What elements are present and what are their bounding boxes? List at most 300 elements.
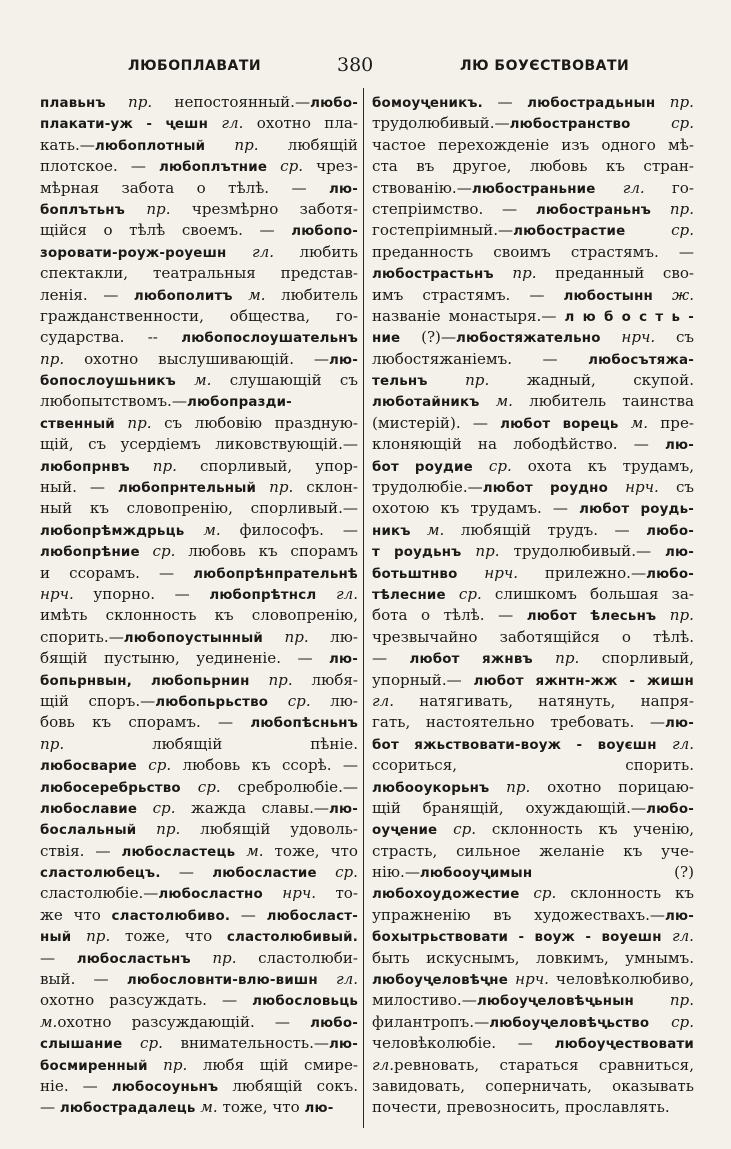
grammar-label: гл. [372, 1055, 395, 1074]
text-line [40, 498, 358, 519]
definition-text: склон- [306, 478, 358, 497]
headword: любопрѣнпрательнѣ [193, 566, 358, 582]
grammar-label: ср. [437, 820, 492, 839]
definition-text: (мистерій). — [372, 413, 501, 432]
definition-text: щій споръ.— [40, 691, 156, 710]
definition-text: охотно выслушивающій. — [84, 349, 330, 368]
definition-text: тоже, что [124, 927, 227, 946]
headword: бопьрнвын, любопьрнин [40, 673, 250, 689]
definition-text: ствія. — [40, 841, 122, 860]
headword: лю- [665, 438, 694, 454]
headword: любословьць [252, 994, 358, 1010]
grammar-label: м. [232, 285, 282, 304]
text-line [372, 1076, 694, 1097]
text-line [372, 755, 694, 776]
headword: любополитъ [133, 288, 233, 304]
definition-text: гостепріимный.— [372, 221, 514, 240]
headword: любопрѣмждрьць [40, 523, 185, 539]
grammar-label: м. [479, 392, 530, 411]
text-line [40, 712, 358, 733]
headword: любославие [40, 801, 138, 817]
grammar-label: ср. [519, 884, 571, 903]
text-line [40, 156, 358, 177]
grammar-label: ср. [137, 798, 192, 817]
grammar-label: нрч. [600, 328, 676, 347]
headword: любострадалець [59, 1101, 196, 1117]
grammar-label: пр. [656, 606, 694, 625]
grammar-label: пр. [634, 991, 694, 1010]
headword: любо- [310, 1015, 358, 1031]
definition-text: сластолюбіе.— [40, 884, 159, 903]
text-line [372, 905, 694, 926]
definition-text: упражненію въ художествахъ.— [372, 905, 666, 924]
definition-text: трудолюбіе.— [372, 478, 483, 497]
definition-text: трудолюбивый.— [513, 542, 665, 561]
headword: любопрнвъ [40, 459, 130, 475]
definition-text: — [372, 649, 410, 668]
definition-text: мѣрная забота о тѣлѣ. — [40, 178, 330, 197]
headword: лю- [665, 716, 694, 732]
grammar-label: м. [195, 1098, 223, 1117]
text-line [372, 948, 694, 969]
definition-text: любопытствомъ.— [40, 392, 187, 411]
definition-text: охотно порицаю- [547, 777, 694, 796]
text-line [372, 413, 694, 434]
grammar-label: ср. [316, 863, 358, 882]
text-line [40, 1076, 358, 1097]
grammar-label: пр. [125, 199, 192, 218]
headword: любоплътние [158, 160, 268, 176]
headword: любосътяжа- [588, 352, 694, 368]
text-line [40, 220, 358, 241]
headword: любословнти-влю-вишн [126, 973, 318, 989]
grammar-label: пр. [114, 413, 165, 432]
text-line [40, 670, 358, 691]
text-line [372, 605, 694, 626]
right-running-headword: ЛЮ БОУЄСТВОВАТИ [460, 58, 630, 74]
headword: лю- [329, 652, 358, 668]
text-line [40, 327, 358, 348]
text-line [40, 819, 358, 840]
grammar-label: ср. [625, 221, 694, 240]
definition-text: имъ страстямъ. — [372, 285, 564, 304]
text-line [40, 242, 358, 263]
definition-text: степріимство. — [372, 199, 536, 218]
definition-text: любящій сокъ. [218, 1076, 358, 1095]
text-line [40, 135, 358, 156]
text-line [40, 605, 358, 626]
text-line [40, 691, 358, 712]
grammar-label: пр. [655, 93, 694, 111]
definition-text: любя- [311, 670, 358, 689]
text-line [40, 113, 358, 134]
definition-text: сударства. -- [40, 328, 182, 347]
definition-text: любовь къ ссорѣ. — [182, 756, 358, 775]
headword: любот роудь- [579, 502, 694, 518]
definition-text: съ [675, 478, 694, 497]
grammar-label: м. [235, 841, 275, 860]
definition-text: ный. — [40, 478, 118, 497]
headword: любопразди- [186, 395, 292, 411]
headword: любоуҷеловѣҷьство [489, 1015, 650, 1031]
headword: любосварие [40, 759, 137, 775]
definition-text: имѣть склонность къ словопренію, [40, 606, 358, 625]
grammar-label: пр. [651, 199, 694, 218]
definition-text: преданность своимъ страстямъ. — [372, 242, 694, 261]
text-line [40, 1097, 358, 1118]
headword: любот яжнвъ [409, 652, 533, 668]
grammar-label: пр. [262, 627, 331, 646]
headword: любоплотный [94, 138, 206, 154]
definition-text: ніе. — [40, 1076, 112, 1095]
text-line [372, 862, 694, 883]
grammar-label: пр. [129, 456, 200, 475]
headword: любопрѣтнсл [209, 587, 317, 603]
definition-text: ревновать, стараться сравниться, [394, 1055, 694, 1074]
headword: любосластно [158, 887, 263, 903]
headword: лю- [329, 801, 358, 817]
definition-text: щій бранящій, охуждающій.— [372, 798, 647, 817]
text-line [372, 990, 694, 1011]
text-line [372, 541, 694, 562]
headword: бослальный [40, 823, 137, 839]
definition-text: охотно разсуждать. — [40, 991, 253, 1010]
text-line [372, 520, 694, 541]
headword: лю- [329, 1037, 358, 1053]
definition-text: любящій [287, 135, 358, 154]
text-line [372, 285, 694, 306]
definition-text: внимательность.— [180, 1034, 330, 1053]
grammar-label: пр. [493, 264, 556, 283]
text-line [372, 477, 694, 498]
definition-text: нію.— [372, 863, 420, 882]
definition-text: — [40, 1098, 60, 1117]
headword: бопослоушьникъ [40, 374, 176, 390]
text-line [372, 242, 694, 263]
definition-text: клоняющій на лободѣйство. — [372, 435, 666, 454]
grammar-label: гл. [317, 970, 358, 989]
headword: любо- [310, 96, 358, 111]
definition-text: (?)— [400, 328, 457, 347]
definition-text: бота о тѣлѣ. — [372, 606, 527, 625]
headword: сластолюбецъ. [40, 866, 161, 882]
text-line [40, 456, 358, 477]
text-line [372, 691, 694, 712]
headword: любострадьнын [527, 96, 656, 111]
definition-text: упорный.— [372, 670, 474, 689]
text-line [372, 648, 694, 669]
definition-text: завидовать, соперничать, оказывать [372, 1076, 694, 1095]
headword: любооукорьнъ [372, 780, 490, 796]
definition-text: любостяжаніемъ. — [372, 349, 589, 368]
headword: любостяжательно [456, 331, 601, 347]
headword: оуҷение [372, 823, 438, 839]
headword: ботьштнво [372, 566, 458, 582]
text-line [40, 627, 358, 648]
definition-text: любовь къ спорамъ [188, 542, 358, 561]
definition-text: охотно пла- [256, 114, 358, 133]
headword: любопѣсньнъ [250, 716, 358, 732]
grammar-label: ср. [267, 157, 317, 176]
text-line [372, 798, 694, 819]
text-line [40, 1012, 358, 1033]
definition-text: лю- [330, 627, 358, 646]
text-line [372, 1097, 694, 1118]
text-line [40, 926, 358, 947]
text-line [40, 391, 358, 412]
grammar-label: гл. [372, 691, 420, 710]
definition-text: тоже, что [222, 1098, 305, 1117]
grammar-label: пр. [427, 371, 527, 390]
grammar-label: нрч. [608, 478, 676, 497]
headword: любостраньнъ [535, 202, 652, 218]
headword: любосластець [121, 844, 236, 860]
grammar-label: ср. [472, 456, 528, 475]
headword: любопо- [291, 224, 358, 240]
definition-text: — [230, 905, 267, 924]
headword: тѣлесние [372, 587, 446, 603]
headword: любосеребрьство [40, 780, 181, 796]
text-line [372, 926, 694, 947]
definition-text: прилежно.— [544, 563, 647, 582]
definition-text: жадный, скупой. [526, 371, 694, 390]
right-column [372, 92, 694, 1119]
definition-text: щійся о тѣлѣ своемъ. — [40, 221, 292, 240]
text-line [372, 819, 694, 840]
text-line [40, 434, 358, 455]
definition-text: любящій пѣніе. [152, 734, 358, 753]
definition-text: филантропъ.— [372, 1012, 490, 1031]
definition-text: охотою къ трудамъ. — [372, 499, 580, 518]
headword: плавьнъ [40, 96, 106, 111]
headword: лю- [665, 908, 694, 924]
headword: любохоудожестие [372, 887, 520, 903]
headword: люботайникъ [372, 395, 480, 411]
grammar-label: ср. [445, 584, 495, 603]
definition-text: — [40, 948, 77, 967]
text-line [40, 990, 358, 1011]
text-line [372, 327, 694, 348]
headword: любоуҷествовати [554, 1037, 694, 1053]
definition-text: ствованію.— [372, 178, 472, 197]
grammar-label: нрч. [508, 970, 557, 989]
headword: босмиренный [40, 1058, 148, 1074]
headword: любоуҷеловѣҷне [372, 973, 509, 989]
text-line [40, 306, 358, 327]
definition-text: слишкомъ большая за- [494, 584, 694, 603]
text-line [372, 156, 694, 177]
text-line [40, 477, 358, 498]
text-line [372, 1033, 694, 1054]
text-line [372, 670, 694, 691]
text-line [40, 905, 358, 926]
definition-text: непостоянный.— [174, 93, 311, 111]
text-line [40, 349, 358, 370]
grammar-label: ср. [136, 756, 183, 775]
headword: бот яжьствовати-воуж - воуєшн [372, 737, 657, 753]
headword: любосласт- [266, 908, 358, 924]
grammar-label: гл. [208, 114, 257, 133]
definition-text: любящій удоволь- [200, 820, 358, 839]
grammar-label: нрч. [40, 584, 94, 603]
grammar-label: м. [40, 1012, 58, 1031]
headword: любосластьнъ [76, 951, 191, 967]
definition-text: чрез- [316, 157, 358, 176]
grammar-label: нрч. [457, 563, 545, 582]
headword: любот ворець [500, 416, 619, 432]
definition-text: (?) [532, 863, 694, 882]
definition-text: ссориться, спорить. [372, 756, 694, 775]
text-line [372, 969, 694, 990]
definition-text: преданный сво- [555, 264, 694, 283]
headword: любо- [646, 801, 694, 817]
headword: любопрнтельный [117, 481, 257, 497]
text-line [372, 883, 694, 904]
grammar-label: м. [175, 371, 230, 390]
headword: слышание [40, 1037, 123, 1053]
grammar-label: пр. [461, 542, 514, 561]
definition-text: чрезвычайно заботящійся о тѣлѣ. [372, 627, 694, 646]
definition-text: плотское. — [40, 157, 159, 176]
definition-text: названіе монастыря.— [372, 306, 565, 325]
definition-text: натягивать, натянуть, напря- [419, 691, 694, 710]
text-line [40, 648, 358, 669]
text-line [40, 92, 358, 113]
definition-text: сребролюбіе.— [237, 777, 358, 796]
grammar-label: ср. [180, 777, 238, 796]
headword: бохытрьствовати - воуж - воуешн [372, 930, 662, 946]
text-line [372, 391, 694, 412]
text-line [40, 178, 358, 199]
grammar-label: пр. [105, 93, 175, 111]
grammar-label: пр. [532, 649, 602, 668]
headword: любостраньние [471, 181, 596, 197]
headword: бомоуҷеникъ. [372, 96, 483, 111]
grammar-label: пр. [249, 670, 312, 689]
text-line [372, 777, 694, 798]
text-line [40, 798, 358, 819]
text-line [40, 413, 358, 434]
text-line [372, 1055, 694, 1076]
grammar-label: нрч. [262, 884, 336, 903]
definition-text: любитель [281, 285, 358, 304]
text-line [40, 755, 358, 776]
definition-text: сластолюби- [258, 948, 358, 967]
definition-text: — [160, 863, 213, 882]
definition-text: страсть, сильное желаніе къ уче- [372, 841, 694, 860]
definition-text: ста въ другое, любовь къ стран- [372, 157, 694, 176]
headword: любо- [646, 523, 694, 539]
definition-text: охотно разсуждающій. — [57, 1012, 311, 1031]
text-line [40, 1033, 358, 1054]
definition-text: бовь къ спорамъ. — [40, 713, 251, 732]
grammar-label: пр. [205, 135, 288, 154]
headword: ственный [40, 416, 115, 432]
grammar-label: ср. [630, 114, 694, 133]
headword: любопьрьство [155, 694, 269, 710]
headword: любопрѣние [40, 545, 140, 561]
text-line [372, 113, 694, 134]
headword: любопослоушательнъ [181, 331, 358, 347]
headword: любот ѣлесьнъ [526, 609, 657, 625]
definition-text: человѣколюбиво, [556, 970, 694, 989]
grammar-label: м. [410, 520, 461, 539]
text-line [372, 1012, 694, 1033]
text-line [372, 563, 694, 584]
text-line [40, 520, 358, 541]
headword: любооуҷимын [419, 866, 533, 882]
headword: любосоуньнъ [111, 1079, 219, 1095]
text-line [40, 541, 358, 562]
grammar-label: м. [184, 520, 240, 539]
text-line [40, 584, 358, 605]
text-line [40, 734, 358, 755]
definition-text: частое перехожденіе изъ одного мѣ- [372, 135, 694, 154]
definition-text: охота къ трудамъ, [527, 456, 694, 475]
definition-text: ный къ словопренію, спорливый.— [40, 499, 358, 518]
definition-text: бящій пустыню, уединеніе. — [40, 649, 330, 668]
text-line [40, 1055, 358, 1076]
grammar-label: ср. [649, 1012, 694, 1031]
headword: тельнъ [372, 374, 428, 390]
headword: лю- [329, 352, 358, 368]
grammar-label: ср. [139, 542, 189, 561]
headword: любостынн [563, 288, 654, 304]
definition-text: спектакли, театральныя представ- [40, 264, 358, 283]
headword: любострастие [513, 224, 626, 240]
text-line [372, 199, 694, 220]
grammar-label: ср. [122, 1034, 181, 1053]
grammar-label: пр. [147, 1055, 203, 1074]
definition-text: любить [299, 242, 358, 261]
headword: плакати-уж - ҷешн [40, 117, 209, 133]
definition-text: склонность къ ученію, [491, 820, 694, 839]
definition-text: чрезмѣрно заботя- [191, 199, 358, 218]
headword: любострастьнъ [372, 267, 494, 283]
definition-text: философъ. — [239, 520, 358, 539]
page-header [0, 52, 731, 82]
page-number: 380 [337, 54, 374, 76]
grammar-label: ср. [268, 691, 331, 710]
headword: сластолюбивый. [226, 930, 358, 946]
definition-text: ленія. — [40, 285, 134, 304]
headword: лю- [329, 181, 358, 197]
text-line [40, 862, 358, 883]
definition-text: спорливый, упор- [199, 456, 358, 475]
definition-text: быть искуснымъ, ловкимъ, умнымъ. [372, 948, 694, 967]
grammar-label: пр. [256, 478, 307, 497]
text-line [372, 434, 694, 455]
headword: любот роудно [482, 481, 608, 497]
text-line [372, 498, 694, 519]
text-line [372, 178, 694, 199]
text-line [40, 948, 358, 969]
definition-text: же что [40, 905, 112, 924]
headword: л ю б о с т ь - [564, 309, 694, 325]
definition-text: спорить.— [40, 627, 124, 646]
definition-text: любя щій смире- [202, 1055, 358, 1074]
headword: любо- [646, 566, 694, 582]
definition-text: жажда славы.— [191, 798, 330, 817]
grammar-label: пр. [40, 734, 153, 753]
grammar-label: пр. [489, 777, 548, 796]
headword: сластолюбиво. [111, 908, 231, 924]
definition-text: съ любовію праздную- [164, 413, 358, 432]
text-line [372, 349, 694, 370]
text-line [372, 734, 694, 755]
text-line [40, 883, 358, 904]
headword: лю- [665, 545, 694, 561]
